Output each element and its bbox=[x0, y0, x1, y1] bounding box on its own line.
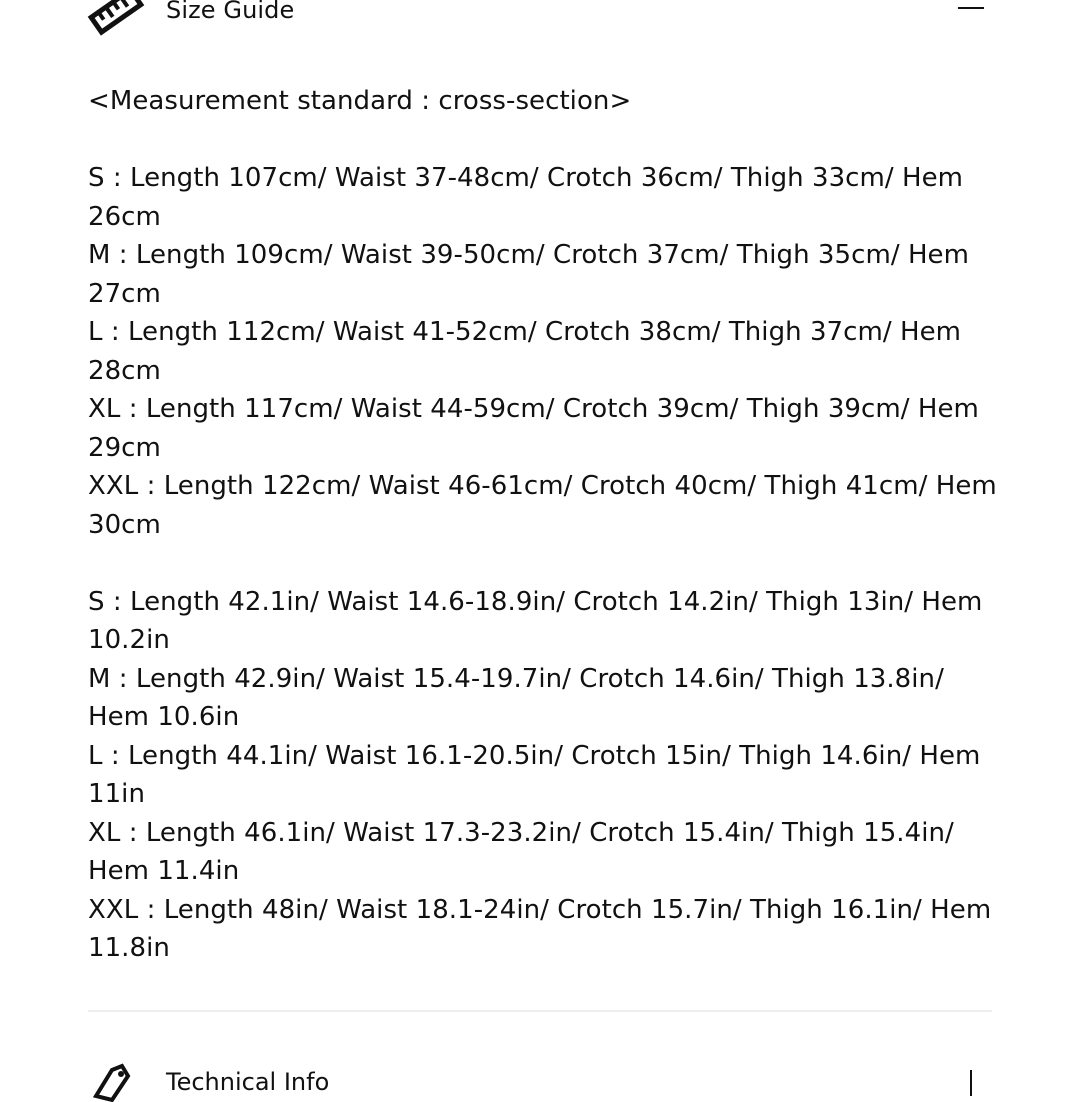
measurement-standard: <Measurement standard : cross-section> bbox=[88, 86, 632, 116]
size-row-m-cm: M : Length 109cm/ Waist 39-50cm/ Crotch 37cm/ Thigh 35cm/ Hem 27cm bbox=[88, 240, 969, 309]
size-row-s-cm: S : Length 107cm/ Waist 37-48cm/ Crotch 36cm/ Thigh 33cm/ Hem 26cm bbox=[88, 163, 964, 232]
plus-icon[interactable] bbox=[970, 1070, 972, 1096]
size-row-xl-cm: XL : Length 117cm/ Waist 44-59cm/ Crotch 39cm/ Thigh 39cm/ Hem 29cm bbox=[88, 394, 979, 463]
size-row-xxl-cm: XXL : Length 122cm/ Waist 46-61cm/ Crotch 40cm/ Thigh 41cm/ Hem 30cm bbox=[88, 471, 997, 540]
size-row-xxl-in: XXL : Length 48in/ Waist 18.1-24in/ Crotch 15.7in/ Thigh 16.1in/ Hem 11.8in bbox=[88, 894, 992, 963]
tag-icon bbox=[90, 1062, 134, 1102]
minus-icon[interactable] bbox=[958, 7, 984, 9]
technical-info-header[interactable] bbox=[88, 1056, 992, 1096]
spacer bbox=[88, 544, 998, 583]
size-row-l-cm: L : Length 112cm/ Waist 41-52cm/ Crotch 38cm/ Thigh 37cm/ Hem 28cm bbox=[88, 317, 962, 386]
section-divider bbox=[88, 1010, 992, 1012]
size-guide-content bbox=[88, 82, 998, 968]
technical-info-title: Technical Info bbox=[166, 1068, 330, 1096]
size-row-xl-in: XL : Length 46.1in/ Waist 17.3-23.2in/ Crotch 15.4in/ Thigh 15.4in/ Hem 11.4in bbox=[88, 817, 954, 886]
ruler-icon bbox=[88, 0, 144, 38]
size-row-l-in: L : Length 44.1in/ Waist 16.1-20.5in/ Crotch 15in/ Thigh 14.6in/ Hem 11in bbox=[88, 740, 981, 809]
size-guide-title: Size Guide bbox=[166, 0, 295, 24]
size-row-m-in: M : Length 42.9in/ Waist 15.4-19.7in/ Crotch 14.6in/ Thigh 13.8in/ Hem 10.6in bbox=[88, 663, 944, 732]
spacer bbox=[88, 121, 998, 160]
size-guide-header[interactable] bbox=[88, 0, 992, 38]
size-row-s-in: S : Length 42.1in/ Waist 14.6-18.9in/ Crotch 14.2in/ Thigh 13in/ Hem 10.2in bbox=[88, 586, 983, 655]
